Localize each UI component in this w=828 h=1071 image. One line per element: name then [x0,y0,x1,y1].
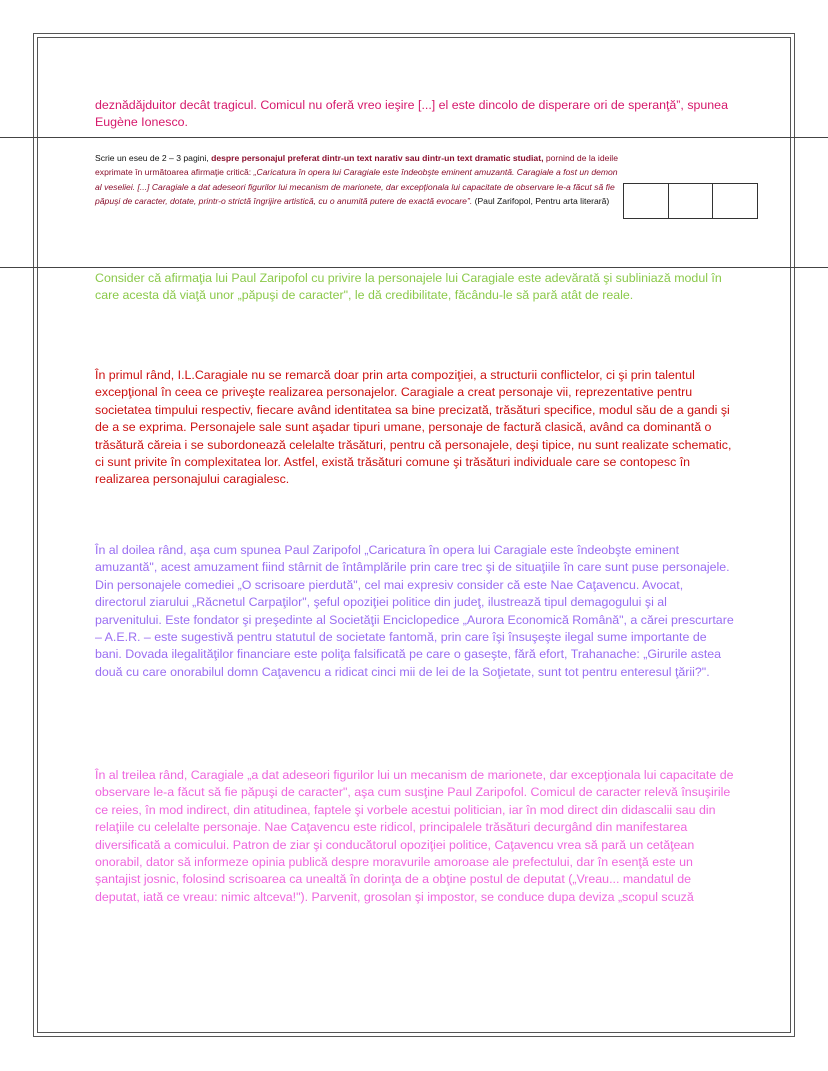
section-divider-bottom [0,267,828,268]
grade-box-3 [713,184,757,218]
first-argument-paragraph: În primul rând, I.L.Caragiale nu se remarcă doar prin arta compoziţiei, a structurii conflictelor, ci şi prin talentul excepţional în ceea ce priveşte realizarea personajelor. Caragiale a creat personaje vii, reprezentative pentru societatea timpului respectiv, fiecare având identitatea sa bine precizată, trăsături specifice, modul său de a gandi şi de a se exprima. Personajele sale sunt aşadar tipuri umane, personaje de factură clasică, având ca dominantă o trăsătură căreia i se subordonează celelalte trăsături, pentru că personajele, deşi tipice, nu sunt realizate schematic, ci sunt privite în complexitatea lor. Astfel, există trăsături comune şi trăsături individuale care se contopesc în realizarea personajului caragialesc. [95,368,732,487]
task-part-3: pornind de la ideile exprimate în următoarea afirmaţie critică: [95,153,619,178]
essay-task-statement [95,151,620,209]
section-divider-top [0,137,828,138]
grade-boxes [623,183,758,219]
task-part-1: Scrie un eseu de 2 – 3 pagini, [95,153,212,163]
task-part-2: despre personajul preferat dintr-un text narativ sau dintr-un text dramatic studiat, [211,153,544,163]
third-argument-paragraph: În al treilea rând, Caragiale „a dat adeseori figurilor lui un mecanism de marionete, dar excepţionala lui capacitate de observare le-a făcut să fie păpuşi de caracter", aşa cum susţine Paul Zaripofol. Comicul de caracter relevă însuşirile ce reies, în mod indirect, din atitudinea, faptele şi vorbele acestui politician, iar în mod direct din didascalii sau din relaţiile cu celelalte personaje. Nae Caţavencu este ridicol, principalele trăsături decurgând din manifestarea diversificată a comicului. Patron de ziar şi conducătorul opoziţiei politice, Caţavencu vrea să pară un cetăţean onorabil, dator să informeze opinia publică despre moravurile amoroase ale prefectului, dar în esenţă este un şantajist josnic, folosind scrisoarea ca unealtă în dorinţa de a obţine postul de deputat („Vreau... mandatul de deputat, iată ce vreau: nimic altceva!"). Parvenit, grosolan şi impostor, se conduce dupa deviza „scopul scuză [95,768,734,904]
task-part-5-source: (Paul Zarifopol, Pentru arta literară) [472,196,610,207]
thesis-paragraph: Consider că afirmaţia lui Paul Zaripofol cu privire la personajele lui Caragiale este adevărată şi subliniază modul în care acesta dă viaţă unor „păpuşi de caracter", le dă credibilitate, făcându-le să pară atât de reale. [95,271,722,303]
second-argument-paragraph: În al doilea rând, aşa cum spunea Paul Zaripofol „Caricatura în opera lui Caragiale este îndeobşte eminent amuzantă", acest amuzament fiind stârnit de întâmplările prin care trec şi de situaţiile în care sunt puse personajele. Din personajele comediei „O scrisoare pierdută", cel mai expresiv consider că este Nae Caţavencu. Avocat, directorul ziarului „Răcnetul Carpaţilor", şeful opoziţiei politice din judeţ, ilustrează tipul demagogului şi al parvenitului. Este fondator şi preşedinte al Societăţii Enciclopedice „Aurora Economică Română", a cărei prescurtare – A.E.R. – este sugestivă pentru statutul de societate fantomă, prin care îşi însuşeşte ilegal sume importante de bani. Dovada ilegalităţilor financiare este poliţa falsificată pe care o gaseşte, fără efort, Trahanache: „Girurile astea două cu care onorabilul domn Caţavencu a ridicat cinci mii de lei de la Soţietate, sunt tot pentru enteresul ţării?". [95,543,734,679]
intro-paragraph: deznădăjduitor decât tragicul. Comicul nu oferă vreo ieşire [...] el este dincolo de disperare ori de speranţă”, spunea Eugène Ionesco. [95,98,728,130]
grade-box-1 [624,184,669,218]
task-part-4-quote: „Caricatura în opera lui Caragiale este îndeobşte eminent amuzantă. Caragiale a fost un demon al veseliei. [...] Caragiale a dat adeseori figurilor lui mecanism de marionete, dar excepţionala lui capacitate de observare le-a făcut să fie păpuşi de caracter, dotate, printr-o strictă îngrijire artistică, cu o anumită putere de exactă evocare”. [95,167,618,207]
grade-box-2 [669,184,714,218]
